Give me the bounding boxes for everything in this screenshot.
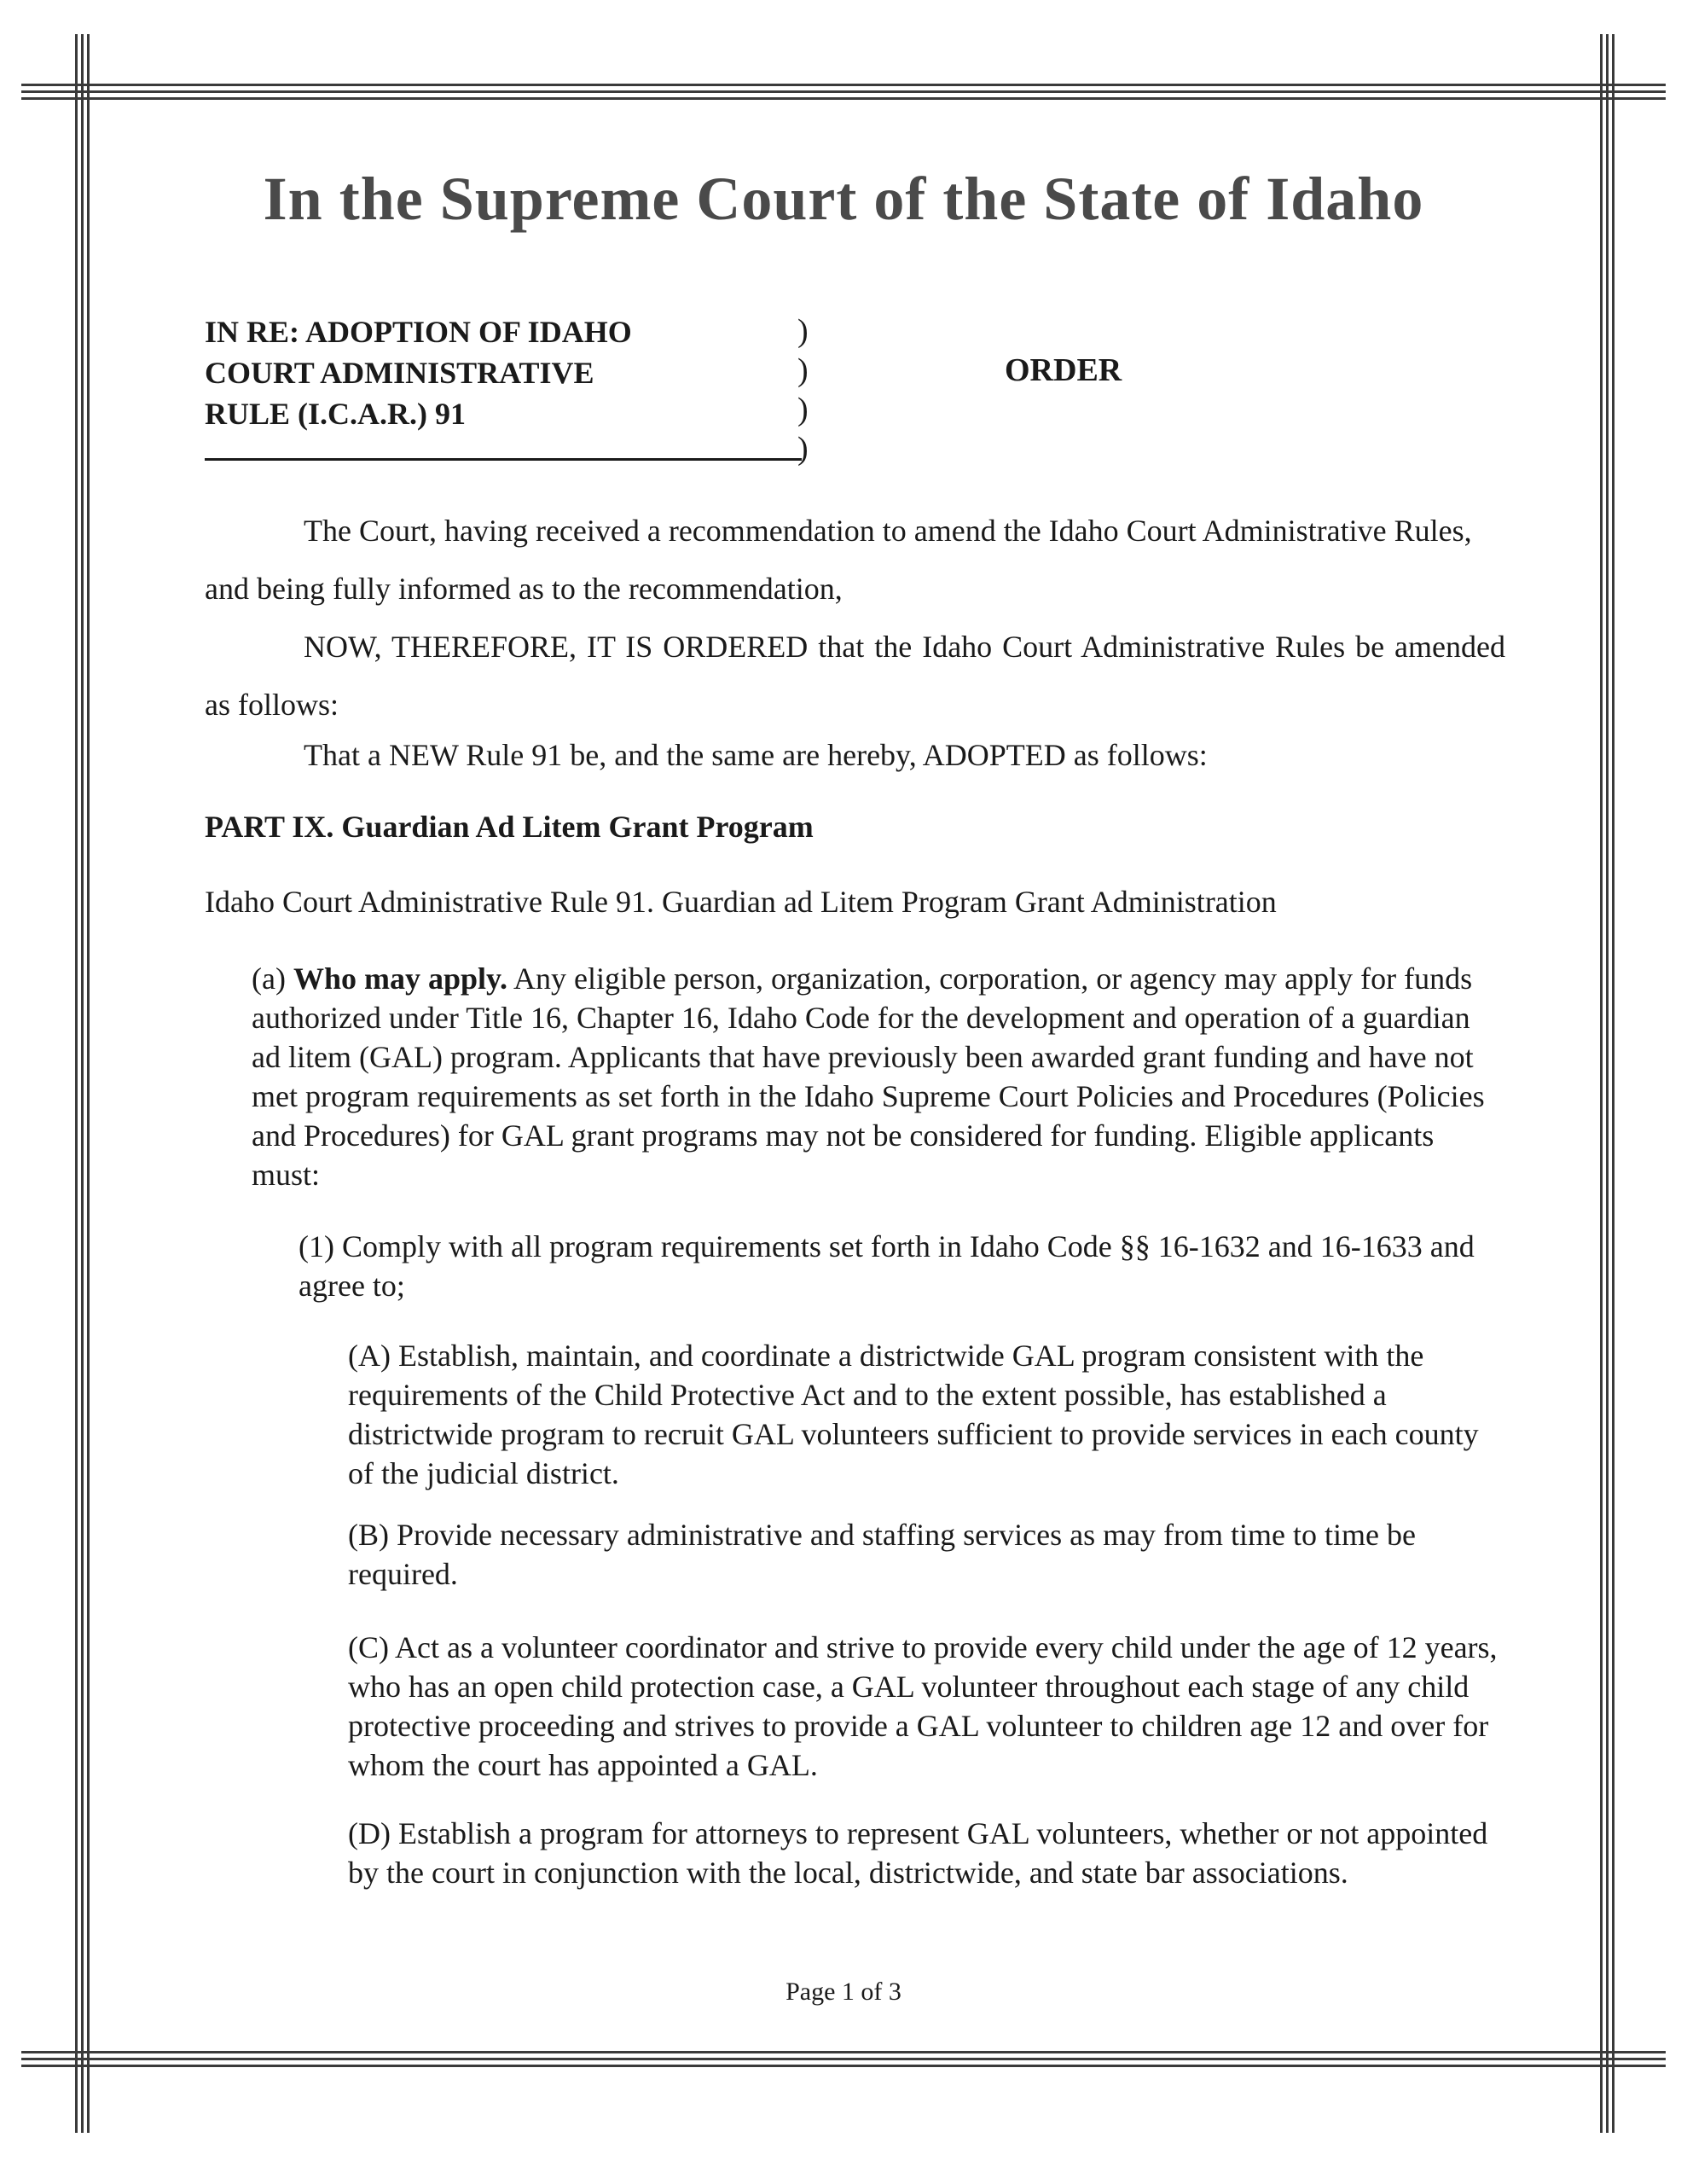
- rule-title: Idaho Court Administrative Rule 91. Guardian ad Litem Program Grant Administration: [205, 885, 1277, 919]
- page-number: Page 1 of 3: [786, 1978, 901, 2006]
- caption-line-2: COURT ADMINISTRATIVE: [205, 356, 594, 390]
- border-top-line-2: [21, 90, 1666, 93]
- section-a-prefix: (a): [252, 961, 293, 996]
- recital-paragraph: The Court, having received a recommendation to amend the Idaho Court Administrative Rules, and being fully informed as to the recommendation,: [205, 514, 1472, 606]
- item-A: (A) Establish, maintain, and coordinate a districtwide GAL program consistent with the requirements of the Child Protective Act and to the extent possible, has established a districtwide program to recruit GAL volunteers sufficient to provide services in each county of the judicial district.: [348, 1339, 1479, 1490]
- border-right-line-1: [1600, 34, 1603, 2133]
- case-caption: [205, 311, 836, 434]
- section-a-text: Any eligible person, organization, corporation, or agency may apply for funds authorized under Title 16, Chapter 16, Idaho Code for the development and operation of a guardian ad litem (GAL) program. Applicants that have previously been awarded grant funding and have not met program requirements as set forth in the Idaho Supreme Court Policies and Procedures (Policies and Procedures) for GAL grant programs may not be considered for funding. Eligible applicants must:: [252, 961, 1485, 1192]
- section-a: [252, 959, 1488, 1194]
- item-1: (1) Comply with all program requirements set forth in Idaho Code §§ 16-1632 and 16-1633 and agree to;: [299, 1229, 1475, 1303]
- border-left-line-3: [87, 34, 90, 2133]
- border-left-line-1: [75, 34, 78, 2133]
- border-top-line-1: [21, 84, 1666, 86]
- border-bottom-line-3: [21, 2065, 1666, 2067]
- adoption-paragraph: That a NEW Rule 91 be, and the same are hereby, ADOPTED as follows:: [304, 738, 1208, 772]
- order-paragraph: NOW, THEREFORE, IT IS ORDERED that the Idaho Court Administrative Rules be amended as follows:: [205, 630, 1505, 722]
- item-D: (D) Establish a program for attorneys to represent GAL volunteers, whether or not appointed by the court in conjunction with the local, districtwide, and state bar associations.: [348, 1816, 1488, 1890]
- border-right-line-3: [1612, 34, 1615, 2133]
- border-left-line-2: [81, 34, 84, 2133]
- caption-parentheses: ) ) ) ): [797, 313, 809, 467]
- border-bottom-line-1: [21, 2051, 1666, 2053]
- court-title: In the Supreme Court of the State of Idaho: [263, 165, 1424, 233]
- border-bottom-line-2: [21, 2058, 1666, 2060]
- caption-line-3: RULE (I.C.A.R.) 91: [205, 397, 466, 431]
- part-heading: PART IX. Guardian Ad Litem Grant Program: [205, 810, 814, 844]
- section-a-heading: Who may apply.: [293, 961, 508, 996]
- order-label: ORDER: [1005, 352, 1122, 388]
- caption-underline: [205, 458, 802, 461]
- border-top-line-3: [21, 97, 1666, 100]
- item-C: (C) Act as a volunteer coordinator and strive to provide every child under the age of 12 years, who has an open child protection case, a GAL volunteer throughout each stage of any child protective proceeding and strives to provide a GAL volunteer to children age 12 and over for whom the court has appointed a GAL.: [348, 1630, 1498, 1782]
- border-right-line-2: [1606, 34, 1609, 2133]
- item-B: (B) Provide necessary administrative and staffing services as may from time to time be required.: [348, 1518, 1416, 1591]
- caption-line-1: IN RE: ADOPTION OF IDAHO: [205, 315, 632, 349]
